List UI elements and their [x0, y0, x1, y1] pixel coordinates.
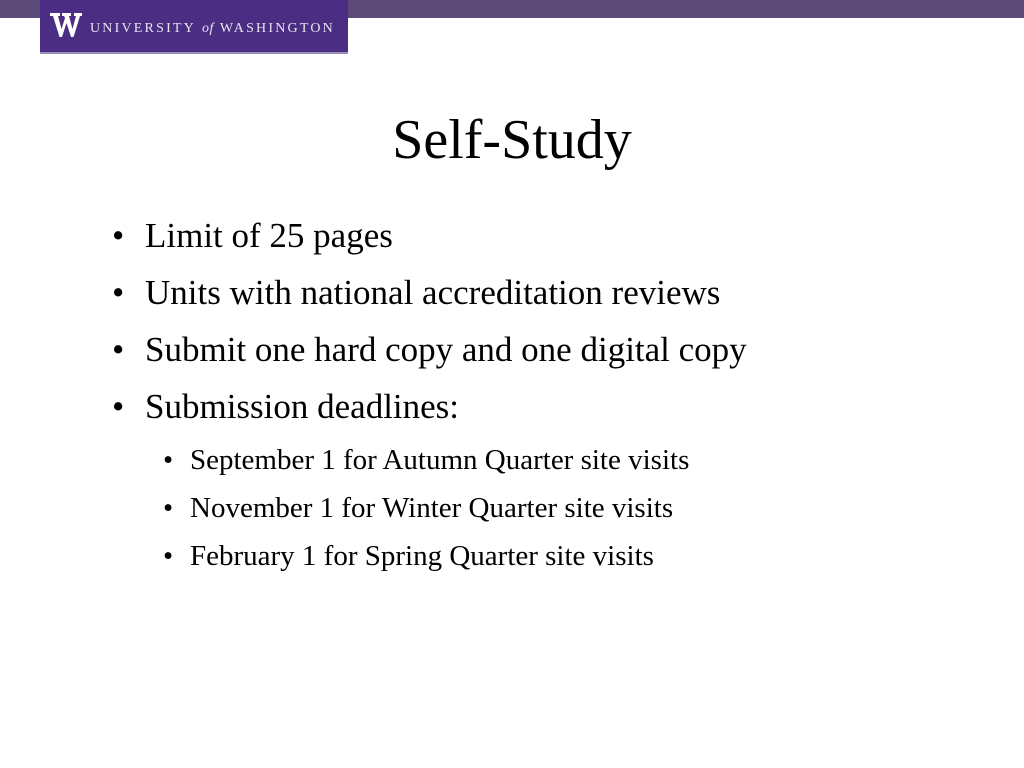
- bullet-text: Units with national accreditation reviews: [145, 273, 721, 312]
- sub-bullet-item: [163, 488, 972, 528]
- bullet-text: Submit one hard copy and one digital copy: [145, 330, 747, 369]
- bullet-icon: •: [112, 330, 125, 369]
- university-wordmark: [90, 21, 335, 37]
- wordmark-university: UNIVERSITY: [90, 21, 196, 36]
- w-logo-icon: [50, 12, 82, 38]
- sub-bullet-item: [163, 440, 972, 480]
- slide-title: Self-Study: [392, 109, 632, 171]
- university-logo: [40, 0, 348, 52]
- bullet-text: Submission deadlines:: [145, 387, 460, 426]
- bullet-icon: •: [163, 540, 174, 572]
- bullet-icon: •: [163, 492, 174, 524]
- bullet-item: [112, 326, 972, 374]
- wordmark-washington: WASHINGTON: [219, 21, 335, 36]
- sub-bullet-item: [163, 536, 972, 576]
- bullet-icon: •: [112, 273, 125, 312]
- bullet-icon: •: [112, 216, 125, 255]
- sub-bullet-text: November 1 for Winter Quarter site visits: [190, 492, 674, 524]
- bullet-list: [112, 212, 972, 431]
- bullet-icon: •: [163, 444, 174, 476]
- bullet-text: Limit of 25 pages: [145, 216, 393, 255]
- slide-body: [112, 212, 972, 584]
- bullet-icon: •: [112, 387, 125, 426]
- bullet-item: [112, 212, 972, 260]
- wordmark-of: of: [202, 21, 214, 36]
- bullet-item: [112, 269, 972, 317]
- sub-bullet-text: September 1 for Autumn Quarter site visits: [190, 444, 690, 476]
- sub-bullet-list: [112, 440, 972, 576]
- bullet-item: [112, 383, 972, 431]
- sub-bullet-text: February 1 for Spring Quarter site visits: [190, 540, 654, 572]
